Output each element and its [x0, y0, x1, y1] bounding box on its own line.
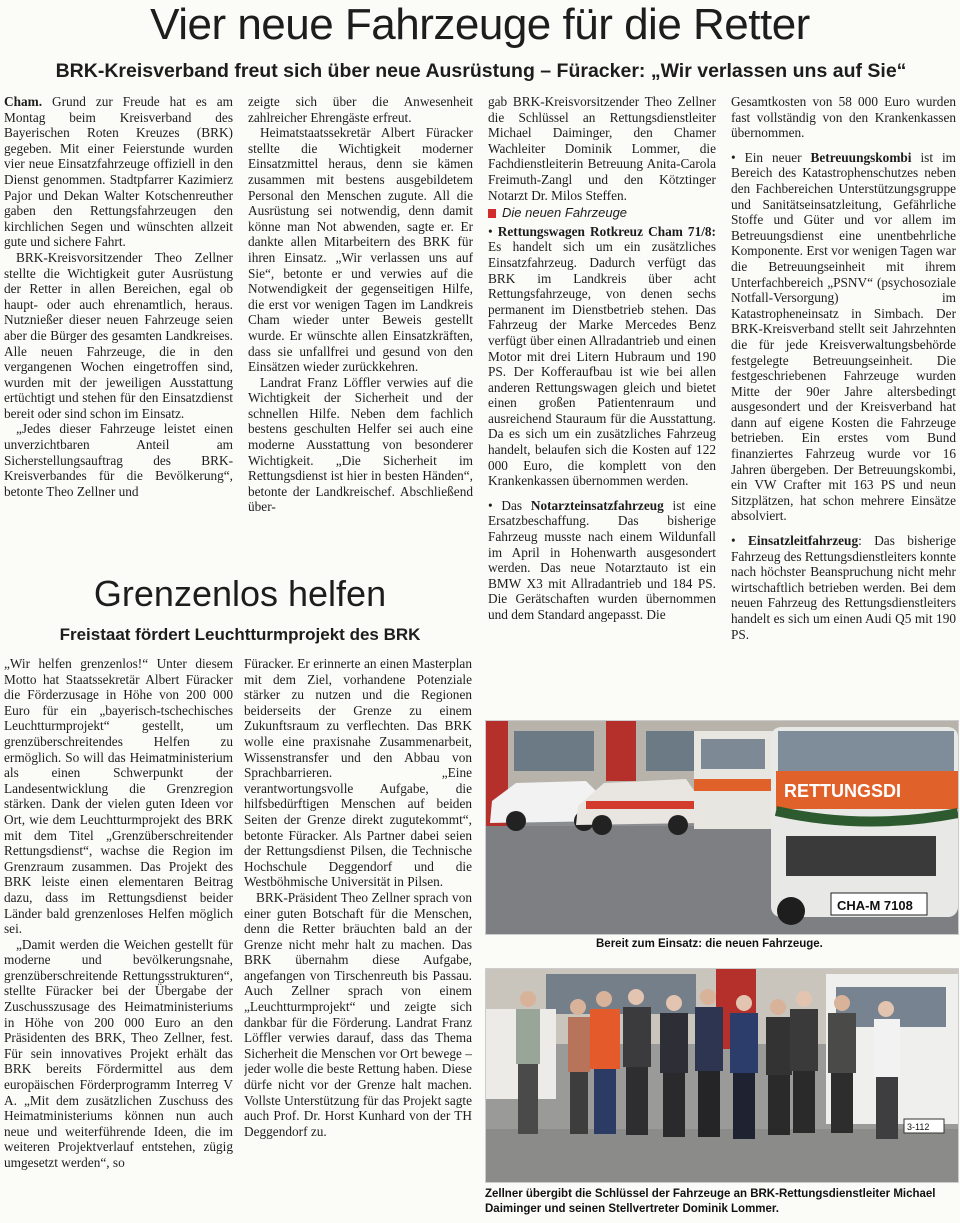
paragraph: Landrat Franz Löffler verwies auf die Wichtigkeit der Sicherheit und der schnellen Hilfe. Neben dem fachlich bestens geschulten Helfer sei auch eine moderne Ausstattung von besonderer Wichtigkeit. „Die Sicherheit im Rettungsdienst ist hier in besten Händen“, betonte der Landkreischef. Abschließend über-: [248, 374, 473, 515]
vehicle-name: Betreuungskombi: [810, 149, 912, 165]
article-column-2: [248, 94, 473, 564]
section-heading: Die neuen Fahrzeuge: [488, 205, 716, 221]
paragraph: BRK-Kreisvorsitzender Theo Zellner stellte die Wichtigkeit guter Ausrüstung der Retter in allen Bereichen, egal ob haupt- oder auch ehrenamtlich, heraus. Nutznießer dieser neuen Fahrzeuge seien aber die Bürger des gesamten Landkreises. Alle neuen Fahrzeuge, die in den vergangenen Wochen eingetroffen sind, wurden mit der jeweiligen Ausstattung ertüchtigt und stehen für den Einsatzdienst bereit oder sind schon im Einsatz.: [4, 249, 233, 421]
vehicle-name: Notarzteinsatzfahrzeug: [530, 497, 664, 513]
paragraph: „Damit werden die Weichen gestellt für moderne und bevölkerungsnahe, grenzüberschreitende Rettungsstrukturen“, stellte Füracker bei der Übergabe der Zuschusszusage des Heimatministeriums in Höhe von 200 000 Euro an den Präsidenten des BRK, Theo Zellner, fest. Für sein innovatives Projekt erhält das BRK bereits Fördermittel aus dem europäischen Förderprogramm Interreg V A. „Mit dem zusätzlichen Zuschuss des Heimatministeriums können nun auch neue und weiterführende Ideen, die im weiteren Projektverlauf entstehen, zügig umgesetzt werden“, so: [4, 936, 233, 1170]
vehicles-photo-image: [486, 721, 958, 934]
article-subheadline: BRK-Kreisverband freut sich über neue Ausrüstung – Füracker: „Wir verlassen uns auf Sie“: [55, 60, 907, 82]
paragraph: „Jedes dieser Fahrzeuge leistet einen unverzichtbaren Anteil am Sicherstellungsauftrag des BRK-Kreisverbandes für die Bevölkerung“, betonte Theo Zellner und: [4, 421, 233, 499]
paragraph: Gesamtkosten von 58 000 Euro wurden fast vollständig von den Krankenkassen übernommen.: [731, 94, 956, 141]
paragraph: „Wir helfen grenzenlos!“ Unter diesem Motto hat Staatssekretär Albert Füracker die Förderzusage in Höhe von 200 000 Euro für ein „bayerisch-tschechisches Leuchtturmprojekt“ gestellt, um grenzüberschreitendes Helfen zu ermöglich. So will das Heimatministerium als einen Schwerpunkt der Landesentwicklung die Grenzregion stärken. Dank der vielen guten Ideen vor Ort, wie dem Leuchtturmprojekt des BRK mit dem Titel „Grenzüberschreitender Rettungsdienst“, wachse die Region im Grenzraum zusammen. Das Projekt des BRK leiste einen elementaren Beitrag dazu, dass im Rettungsdienst beider Länder bald grenzenloses Helfen möglich sei.: [4, 656, 233, 937]
paragraph: ist im Bereich des Katastrophenschutzes neben den Fachbereichen Unterstützungsgruppe und Sanitätseinsatzleitung, Gefährliche Stoffe und Güter und vor allem im Betreuungsdienst eine unentbehrliche Komponente. Erst vor wenigen Tagen war die Betreuungseinheit mit ihrem Unterfachbereich „PSNV“ (psychosoziale Notfall-Versorgung) im Katastropheneinsatz in Simbach. Der BRK-Kreisverband stellt seit Jahrzehnten die für jede Kreisverwaltungsbehörde festgelegte Betreuungseinheit. Die festgeschriebenen Fahrzeuge wurden Mitte der 90er Jahre altersbedingt ausgesondert und der Kreisverband hat dann auf eigene Kosten die Fahrzeuge betrieben. Ein erstes vom Bund finanziertes Fahrzeug wurde vor 16 Jahren übergeben. Der Betreuungskombi, ein VW Crafter mit 163 PS und neun Sitzplätzen, hat schon mehrere Einsätze absolviert.: [731, 149, 956, 524]
vehicles-photo: [485, 720, 959, 935]
article-column-3: gab BRK-Kreisvorsitzender Theo Zellner die Schlüssel an Rettungsdienstleiter Michael Daiminger, den Chamer Wachleiter Dominik Lommer, die Fachdienstleiterin Betreuung Anita-Carola Freimuth-Zangl und den Kötztinger Notarzt Dr. Milos Steffen. Die neuen Fahrzeuge • Rettungswagen Rotkreuz Cham 71/8: Es handelt sich um ein zusätzliches Einsatzfahrzeug. Dadurch verfügt das BRK im Landkreis über acht Rettungsfahrzeuge, von denen sechs permanent im Dienstbetrieb stehen. Das Fahrzeug der Marke Mercedes Benz verfügt über einen Allradantrieb und einen Motor mit drei Litern Hubraum und 190 PS. Der Kofferaufbau ist wie bei allen anderen Rettungswagen gleich und bietet einen großen Patientenraum und ausreichend Stauraum für die Ausstattung. Da es sich um ein zusätzliches Fahrzeug handelt, belaufen sich die Kosten auf 122 000 Euro, die komplett von den Krankenkassen übernommen werden. • Das Notarzteinsatzfahrzeug ist eine Ersatzbeschaffung. Das bisherige Fahrzeug musste nach einem Wildunfall im April in Hohenwarth ausgesondert werden. Das neue Notarztauto ist ein BMW X3 mit Allradantrieb und 184 PS. Die Gerätschaften wurden übernommen und dem Standard angepasst. Die: [488, 94, 716, 622]
article-headline: Vier neue Fahrzeuge für die Retter: [150, 0, 810, 49]
group-photo-plate-text: 3-112: [907, 1122, 930, 1132]
vehicle-sign-text: RETTUNGSDI: [784, 781, 901, 801]
article-column-1: [4, 94, 233, 564]
paragraph: : Das bisherige Fahrzeug des Rettungsdienstleiters konnte nach höchster Beanspruchung nicht mehr wirtschaftlich betrieben werden. Bei dem neuen Fahrzeug des Rettungsdienstleiters handelt es sich um einen Audi Q5 mit 190 PS.: [731, 533, 956, 642]
article2-headline: Grenzenlos helfen: [93, 573, 387, 614]
paragraph: zeigte sich über die Anwesenheit zahlreicher Ehrengäste erfreut.: [248, 94, 473, 125]
license-plate-text: CHA-M 7108: [837, 898, 913, 913]
paragraph: BRK-Präsident Theo Zellner sprach von einer guten Botschaft für die Menschen, denn die Retter bräuchten bald an der Grenze nicht mehr halt zu machen. Das BRK übernahm diese Aufgabe, angefangen von Tirschenreuth bis Passau. Auch Zellner sprach von einem „Leuchtturmprojekt“ und zeigte sich dankbar für die Förderung. Landrat Franz Löffler verwies darauf, dass das Thema Sicherheit die Menschen vor Ort bewege – jeder wolle die beste Rettung haben. Diese dürfe nicht vor der Grenze halt machen. Vollste Unterstützung für das Projekt sagte auch Prof. Dr. Horst Kunhard von der TH Deggendorf zu.: [244, 889, 472, 1139]
dateline: Cham.: [4, 94, 43, 109]
paragraph: Grund zur Freude hat es am Montag beim Kreisverband des Bayerischen Roten Kreuzes (BRK) gegeben. Mit einer Feierstunde wurden vier neue Einsatzfahrzeuge offiziell in den Dienst genommen. Stadtpfarrer Kazimierz Pajor und Dekan Walter Kotschenreuther gaben den Rettungsfahrzeugen den kirchlichen Segen und wünschten allzeit gute und sichere Fahrt.: [4, 94, 233, 250]
paragraph: Es handelt sich um ein zusätzliches Einsatzfahrzeug. Dadurch verfügt das BRK im Landkreis über acht Rettungsfahrzeuge, von denen sechs permanent im Dienstbetrieb stehen. Das Fahrzeug der Marke Mercedes Benz verfügt über einen Allradantrieb und einen Motor mit drei Litern Hubraum und 190 PS. Der Kofferaufbau ist wie bei allen anderen Rettungswagen gleich und bietet einen großen Patientenraum und ausreichend Stauraum für die Ausstattung. Da es sich um ein zusätzliches Fahrzeug handelt, belaufen sich die Kosten auf 122 000 Euro, die komplett von den Krankenkassen übernommen werden.: [488, 239, 716, 489]
vehicle-name: Rettungswagen Rotkreuz Cham 71/8:: [497, 223, 716, 239]
group-photo-image: [486, 969, 958, 1182]
paragraph: Füracker. Er erinnerte an einen Masterplan mit dem Ziel, vorhandene Potenziale stärker zu nutzen und die Regionen beiderseits der Grenze zu einem Zukunftsraum zu verflechten. Das BRK wolle eine praxisnahe Zusammenarbeit, Wissenstransfer und den Abbau von Sprachbarrieren. „Eine verantwortungsvolle Aufgabe, die hilfsbedürftigen Menschen auf beiden Seiten der Grenze direkt zugutekommt“, betonte Füracker. Als Partner dabei seien der Rettungsdienst Pilsen, die Technische Hochschule Deggendorf und die Westböhmische Universität in Pilsen.: [244, 656, 472, 890]
article2-column-1: [4, 656, 233, 1218]
article2-subheadline: Freistaat fördert Leuchtturmprojekt des BRK: [59, 625, 421, 644]
paragraph: gab BRK-Kreisvorsitzender Theo Zellner die Schlüssel an Rettungsdienstleiter Michael Daiminger, den Chamer Wachleiter Dominik Lommer, die Fachdienstleiterin Betreuung Anita-Carola Freimuth-Zangl und den Kötztinger Notarzt Dr. Milos Steffen.: [488, 94, 716, 203]
article-column-4: Gesamtkosten von 58 000 Euro wurden fast vollständig von den Krankenkassen übernommen. • Ein neuer Betreuungskombi ist im Bereich des Katastrophenschutzes neben den Fachbereichen Unterstützungsgruppe und Sanitätseinsatzleitung, Gefährliche Stoffe und Güter und vor allem im Betreuungsdienst eine unentbehrliche Komponente. Erst vor wenigen Tagen war die Betreuungseinheit mit ihrem Unterfachbereich „PSNV“ (psychosoziale Notfall-Versorgung) im Katastropheneinsatz in Simbach. Der BRK-Kreisverband stellt seit Jahrzehnten die für jede Kreisverwaltungsbehörde festgelegte Betreuungseinheit. Die festgeschriebenen Fahrzeuge wurden Mitte der 90er Jahre altersbedingt ausgesondert und der Kreisverband hat dann auf eigene Kosten die Fahrzeuge betrieben. Ein erstes vom Bund finanziertes Fahrzeug wurde vor 16 Jahren übergeben. Der Betreuungskombi, ein VW Crafter mit 163 PS und neun Sitzplätzen, hat schon mehrere Einsätze absolviert. • Einsatzleitfahrzeug: Das bisherige Fahrzeug des Rettungsdienstleiters konnte nach höchster Beanspruchung nicht mehr wirtschaftlich betrieben werden. Bei dem neuen Fahrzeug des Rettungsdienstleiters handelt es sich um einen Audi Q5 mit 190 PS.: [731, 94, 956, 642]
group-photo: [485, 968, 959, 1183]
text: Ein neuer: [744, 149, 802, 165]
article2-column-2: [244, 656, 472, 1218]
paragraph: Heimatstaatssekretär Albert Füracker stellte die Wichtigkeit moderner Einsatzmittel heraus, denn sie kämen zusammen mit bestens ausgebildetem Personal den Menschen zugute. All die Ausrüstung sei notwendig, denn damit könne man Not abwenden, sagte er. Er dankte allen Mitarbeitern des BRK für ihren Einsatz. „Wir verlassen uns auf Sie“, betonte er und verwies auf die Notwendigkeit der gegenseitigen Hilfe, die erst vor wenigen Tagen im Landkreis Cham wieder unter Beweis gestellt wurde. Er wünschte allen Einsatzkräften, dass sie unfallfrei und gesund von den Einsätzen wieder zurückkehren.: [248, 125, 473, 375]
vehicle-name: Einsatzleitfahrzeug: [748, 533, 859, 549]
group-photo-caption: Zellner übergibt die Schlüssel der Fahrzeuge an BRK-Rettungsdienstleiter Michael Daiminger und seinen Stellvertreter Dominik Lommer.: [485, 1188, 936, 1215]
paragraph: ist eine Ersatzbeschaffung. Das bisherige Fahrzeug musste nach einem Wildunfall im April in Hohenwarth ausgesondert werden. Das neue Notarztauto ist ein BMW X3 mit Allradantrieb und 184 PS. Die Gerätschaften wurden übernommen und dem Standard angepasst. Die: [488, 497, 716, 622]
vehicles-photo-caption: Bereit zum Einsatz: die neuen Fahrzeuge.: [596, 938, 823, 950]
text: Das: [501, 497, 523, 513]
